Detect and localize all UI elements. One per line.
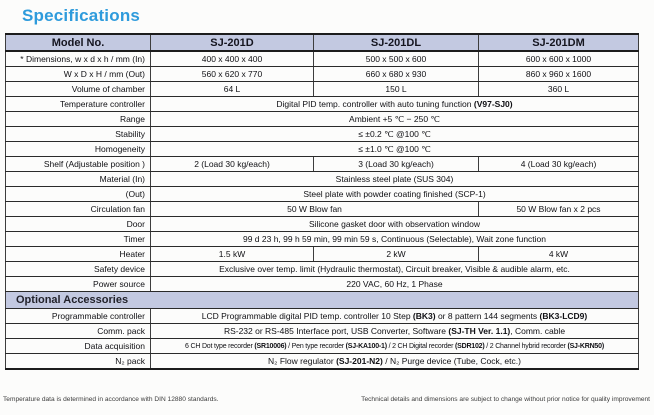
value-cell: 4 (Load 30 kg/each) [479, 157, 639, 172]
value-cell: 2 kW [314, 247, 479, 262]
row-label: Stability [6, 127, 151, 142]
row-label: Circulation fan [6, 202, 151, 217]
header-model-sj-201dm: SJ-201DM [479, 34, 639, 51]
value-cell: 99 d 23 h, 99 h 59 min, 99 min 59 s, Continuous (Selectable), Wait zone function [151, 232, 639, 247]
row-label: Volume of chamber [6, 82, 151, 97]
value-cell: 600 x 600 x 1000 [479, 51, 639, 67]
table-row [6, 309, 639, 324]
value-cell: Silicone gasket door with observation window [151, 217, 639, 232]
row-label: Safety device [6, 262, 151, 277]
table-row [6, 292, 639, 309]
value-cell: ≤ ±1.0 ℃ @100 ℃ [151, 142, 639, 157]
footer-note-left: Temperature data is determined in accordance with DIN 12880 standards. [3, 396, 219, 403]
table-header-row [6, 34, 639, 51]
value-cell: Exclusive over temp. limit (Hydraulic thermostat), Circuit breaker, Visible & audible alarm, etc. [151, 262, 639, 277]
value-cell: 400 x 400 x 400 [151, 51, 314, 67]
value-cell: 4 kW [479, 247, 639, 262]
value-cell: Digital PID temp. controller with auto tuning function (V97-SJ0) [151, 97, 639, 112]
value-cell: 860 x 960 x 1600 [479, 67, 639, 82]
row-label: Comm. pack [6, 324, 151, 339]
value-cell: ≤ ±0.2 ℃ @100 ℃ [151, 127, 639, 142]
table-row [6, 112, 639, 127]
value-cell: RS-232 or RS-485 Interface port, USB Converter, Software (SJ-TH Ver. 1.1), Comm. cable [151, 324, 639, 339]
value-cell: 3 (Load 30 kg/each) [314, 157, 479, 172]
spec-table-body [6, 51, 639, 369]
table-row [6, 339, 639, 354]
value-cell: 1.5 kW [151, 247, 314, 262]
header-model-sj-201d: SJ-201D [151, 34, 314, 51]
value-cell: 64 L [151, 82, 314, 97]
row-label: (Out) [6, 187, 151, 202]
row-label: Shelf (Adjustable position ) [6, 157, 151, 172]
table-row [6, 172, 639, 187]
table-row [6, 187, 639, 202]
value-cell: Ambient +5 ℃ − 250 ℃ [151, 112, 639, 127]
row-label: * Dimensions, w x d x h / mm (In) [6, 51, 151, 67]
row-label: Heater [6, 247, 151, 262]
table-row [6, 217, 639, 232]
table-row [6, 354, 639, 370]
table-row [6, 82, 639, 97]
table-row [6, 277, 639, 292]
table-row [6, 67, 639, 82]
value-cell: 50 W Blow fan [151, 202, 479, 217]
row-label: N₂ pack [6, 354, 151, 370]
row-label: Door [6, 217, 151, 232]
row-label: W x D x H / mm (Out) [6, 67, 151, 82]
table-row [6, 247, 639, 262]
row-label: Data acquisition [6, 339, 151, 354]
table-row [6, 232, 639, 247]
row-label: Power source [6, 277, 151, 292]
table-row [6, 97, 639, 112]
value-cell: Stainless steel plate (SUS 304) [151, 172, 639, 187]
specifications-table [5, 33, 639, 370]
value-cell: 560 x 620 x 770 [151, 67, 314, 82]
value-cell: N₂ Flow regulator (SJ-201-N2) / N₂ Purge device (Tube, Cock, etc.) [151, 354, 639, 370]
table-row [6, 142, 639, 157]
value-cell: 660 x 680 x 930 [314, 67, 479, 82]
section-header: Optional Accessories [6, 292, 639, 309]
page-title: Specifications [22, 6, 141, 25]
header-model-no: Model No. [6, 34, 151, 51]
table-row [6, 157, 639, 172]
table-row [6, 127, 639, 142]
footer [3, 396, 650, 403]
table-row [6, 324, 639, 339]
value-cell: LCD Programmable digital PID temp. controller 10 Step (BK3) or 8 pattern 144 segments (BK3-LCD9) [151, 309, 639, 324]
row-label: Homogeneity [6, 142, 151, 157]
table-row [6, 51, 639, 67]
value-cell: 150 L [314, 82, 479, 97]
value-cell: 50 W Blow fan x 2 pcs [479, 202, 639, 217]
row-label: Timer [6, 232, 151, 247]
value-cell: Steel plate with powder coating finished (SCP-1) [151, 187, 639, 202]
footer-note-right: Technical details and dimensions are subject to change without prior notice for quality improvement [361, 396, 650, 403]
row-label: Range [6, 112, 151, 127]
value-cell: 6 CH Dot type recorder (SR10006) / Pen type recorder (SJ-KA100-1) / 2 CH Digital recorder (SDR102) / 2 Channel hybrid recorder (SJ-KRN50) [151, 339, 639, 354]
value-cell: 2 (Load 30 kg/each) [151, 157, 314, 172]
table-row [6, 262, 639, 277]
row-label: Programmable controller [6, 309, 151, 324]
row-label: Temperature controller [6, 97, 151, 112]
value-cell: 220 VAC, 60 Hz, 1 Phase [151, 277, 639, 292]
row-label: Material (In) [6, 172, 151, 187]
value-cell: 500 x 500 x 600 [314, 51, 479, 67]
header-model-sj-201dl: SJ-201DL [314, 34, 479, 51]
table-row [6, 202, 639, 217]
value-cell: 360 L [479, 82, 639, 97]
